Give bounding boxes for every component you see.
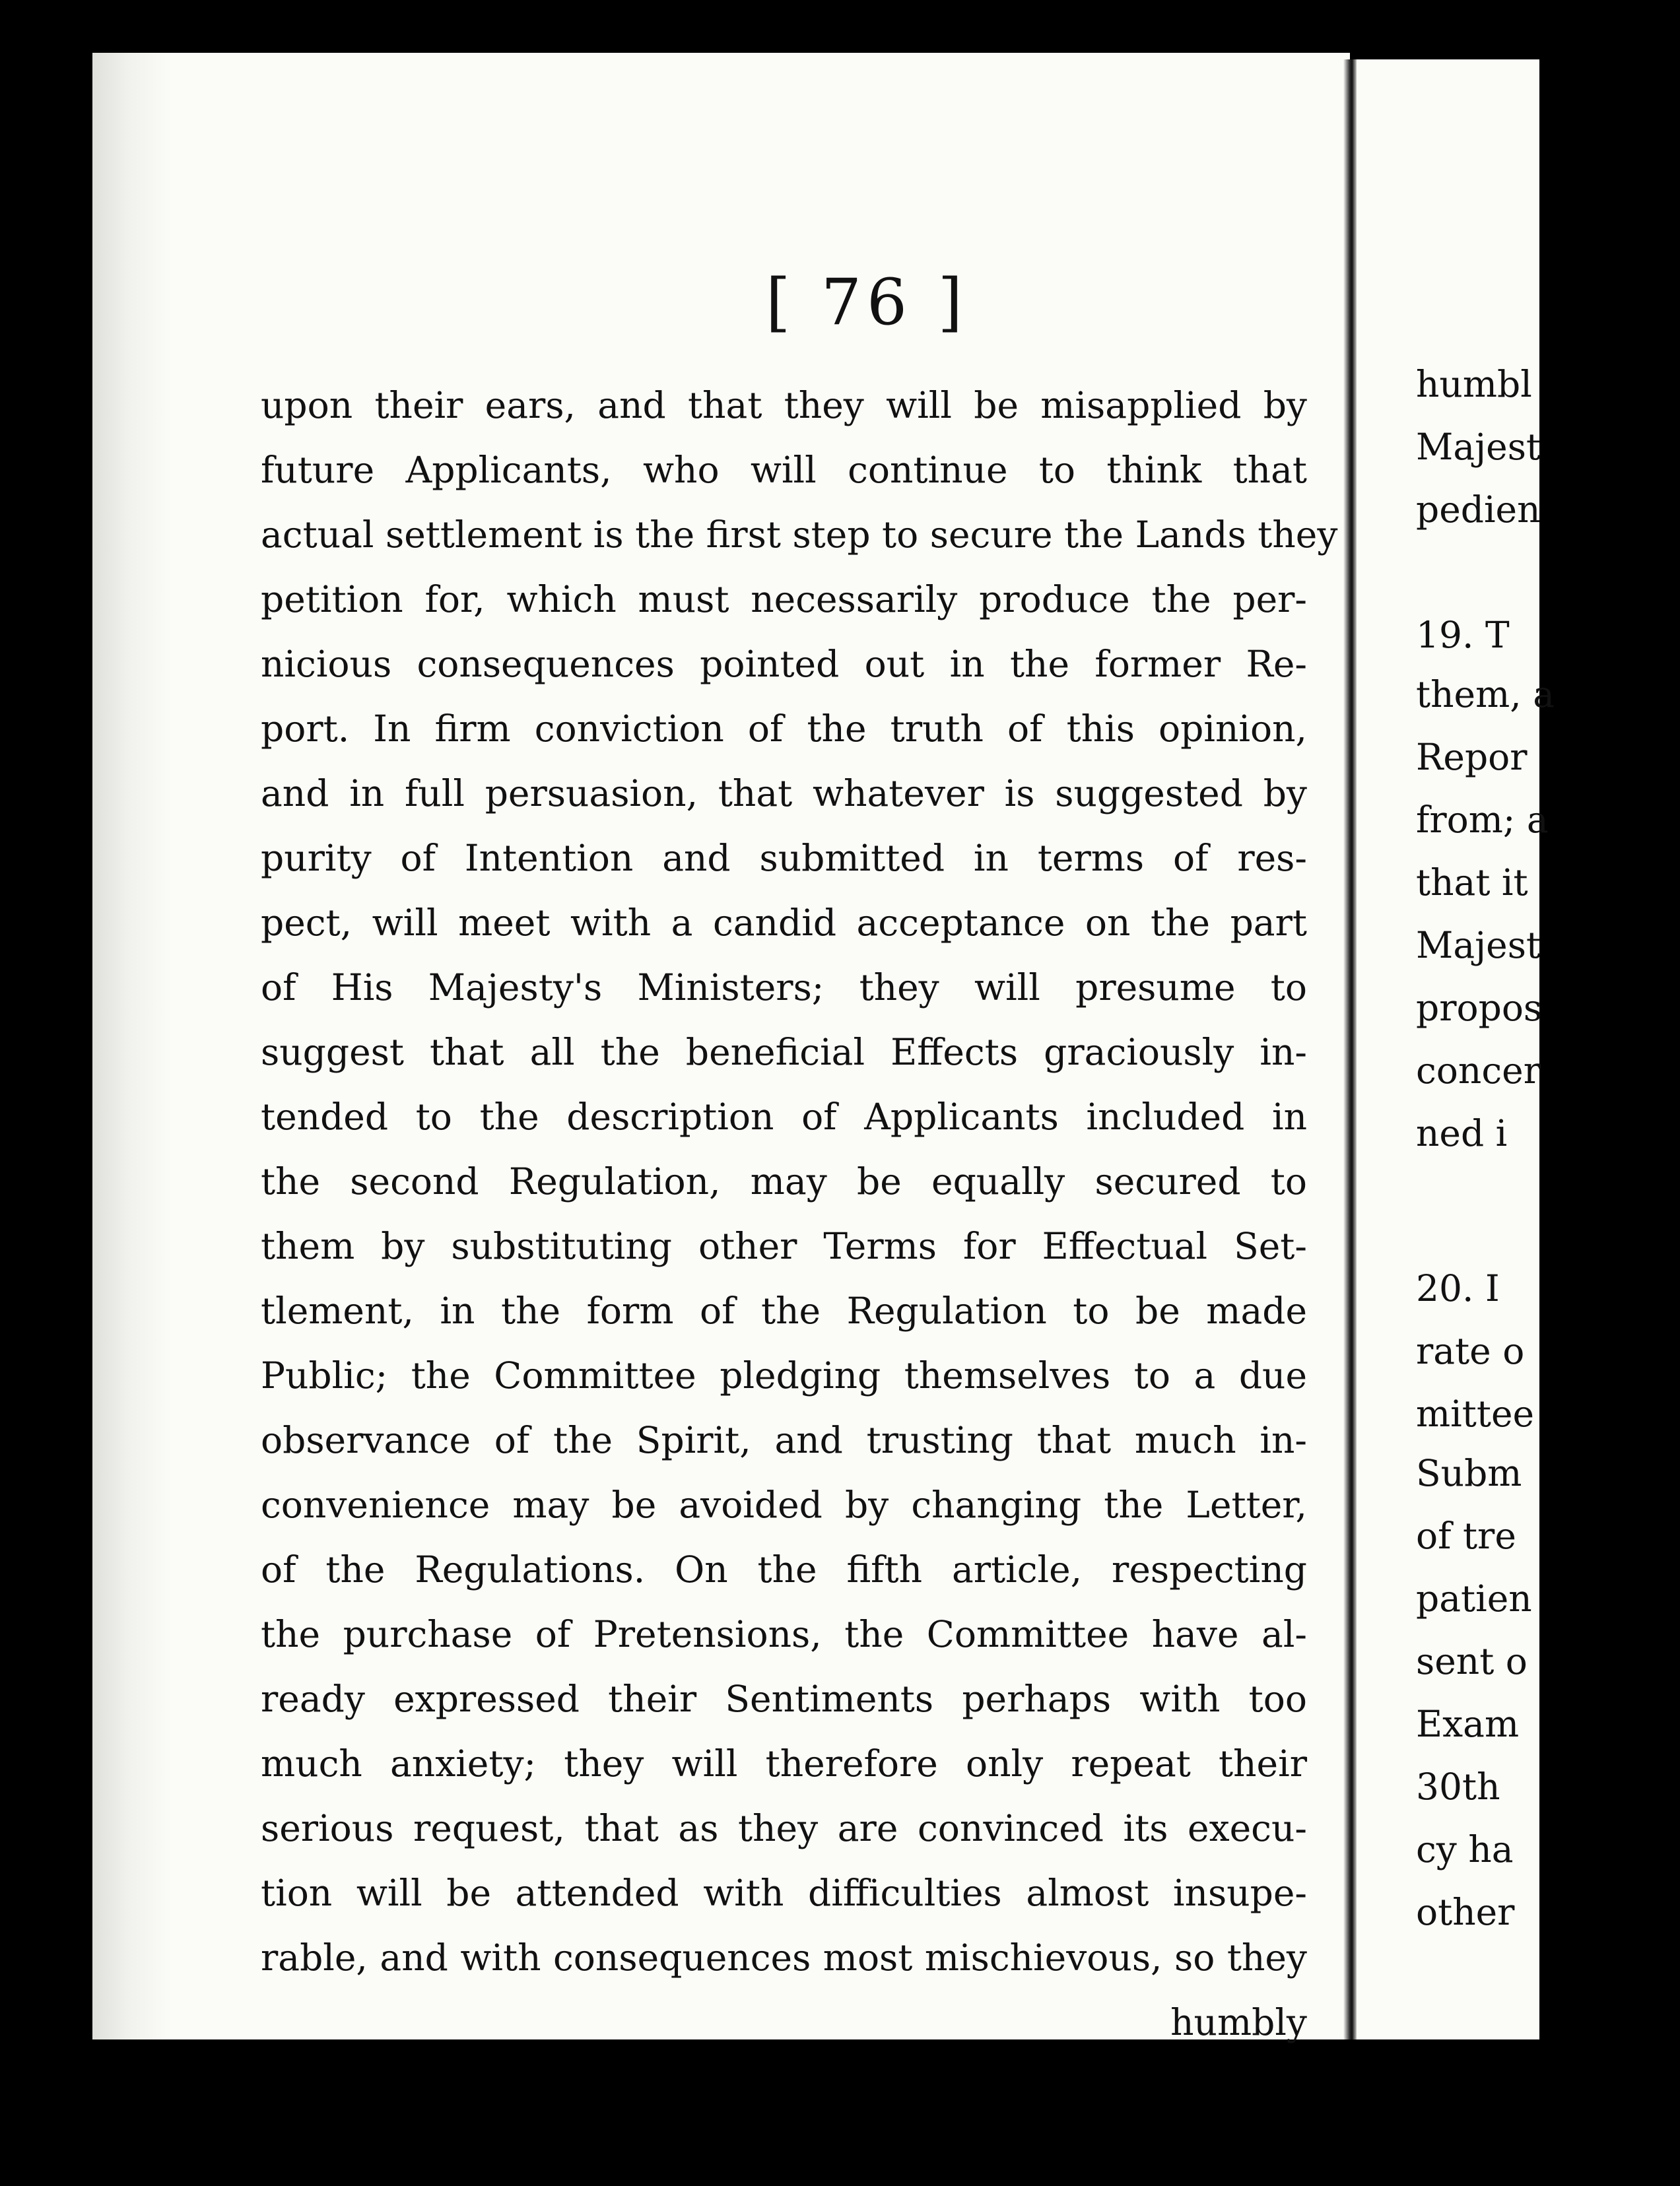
- right-text-line: that it: [1416, 861, 1528, 904]
- right-text-line: rate o: [1416, 1330, 1525, 1372]
- text-line: petition for, which must necessarily produce the per-: [261, 578, 1307, 620]
- right-text-line: other: [1416, 1891, 1515, 1933]
- text-line: them by substituting other Terms for Effectual Set-: [261, 1225, 1307, 1267]
- right-text-line: Majest: [1416, 924, 1541, 966]
- right-text-line: ned i: [1416, 1112, 1508, 1154]
- right-text-line: 30th: [1416, 1766, 1500, 1808]
- text-line: of the Regulations. On the fifth article, respecting: [261, 1548, 1307, 1591]
- page-number-header: [ 76 ]: [766, 265, 968, 339]
- text-line: purity of Intention and submitted in terms of res-: [261, 837, 1307, 879]
- right-text-line: from; a: [1416, 799, 1549, 841]
- text-line: nicious consequences pointed out in the former Re-: [261, 643, 1307, 685]
- text-line: ready expressed their Sentiments perhaps with too: [261, 1678, 1307, 1720]
- left-page: [92, 53, 1350, 2043]
- text-line: convenience may be avoided by changing the Letter,: [261, 1484, 1307, 1526]
- main-text-block: [261, 373, 1338, 2055]
- text-line: the second Regulation, may be equally secured to: [261, 1160, 1307, 1203]
- text-line: actual settlement is the first step to secure the Lands they: [261, 513, 1338, 556]
- text-line: tended to the description of Applicants included in: [261, 1096, 1307, 1138]
- text-line: serious request, that as they are convinced its execu-: [261, 1807, 1307, 1849]
- right-text-line: of tre: [1416, 1515, 1516, 1557]
- page-gutter: [1343, 59, 1358, 2039]
- right-text-line: Repor: [1416, 736, 1528, 778]
- text-line: tlement, in the form of the Regulation to be made: [261, 1290, 1307, 1332]
- right-text-line: pedien: [1416, 488, 1541, 531]
- text-line: much anxiety; they will therefore only repeat their: [261, 1742, 1307, 1785]
- right-text-line: cy ha: [1416, 1828, 1514, 1871]
- right-text-line: 19. T: [1416, 614, 1510, 656]
- text-line: of His Majesty's Ministers; they will presume to: [261, 966, 1307, 1009]
- right-text-line: sent o: [1416, 1640, 1528, 1682]
- right-text-line: propos: [1416, 987, 1543, 1029]
- text-line: port. In firm conviction of the truth of this opinion,: [261, 708, 1307, 750]
- right-page-fragment: [1357, 59, 1555, 2039]
- text-line: the purchase of Pretensions, the Committee have al-: [261, 1613, 1307, 1655]
- right-text-line: Majest: [1416, 426, 1541, 468]
- text-line: tion will be attended with difficulties almost insupe-: [261, 1872, 1307, 1914]
- text-line: future Applicants, who will continue to think that: [261, 449, 1307, 491]
- text-line: and in full persuasion, that whatever is suggested by: [261, 772, 1307, 814]
- right-text-line: 20. I: [1416, 1267, 1500, 1309]
- right-text-line: humbl: [1416, 363, 1532, 405]
- right-text-line: concer: [1416, 1049, 1541, 1092]
- right-text-line: patien: [1416, 1577, 1532, 1620]
- text-line: observance of the Spirit, and trusting that much in-: [261, 1419, 1307, 1461]
- text-line: upon their ears, and that they will be misapplied by: [261, 384, 1307, 426]
- catchword: humbly: [1170, 2001, 1307, 2043]
- text-line: rable, and with consequences most mischievous, so they: [261, 1937, 1307, 1979]
- right-text-line: mittee: [1416, 1393, 1535, 1435]
- text-line: pect, will meet with a candid acceptance on the part: [261, 902, 1307, 944]
- right-text-line: them, a: [1416, 673, 1555, 715]
- text-line: Public; the Committee pledging themselves to a due: [261, 1354, 1307, 1397]
- text-line: suggest that all the beneficial Effects graciously in-: [261, 1031, 1307, 1073]
- right-text-line: Subm: [1416, 1452, 1522, 1494]
- right-text-line: Exam: [1416, 1703, 1520, 1745]
